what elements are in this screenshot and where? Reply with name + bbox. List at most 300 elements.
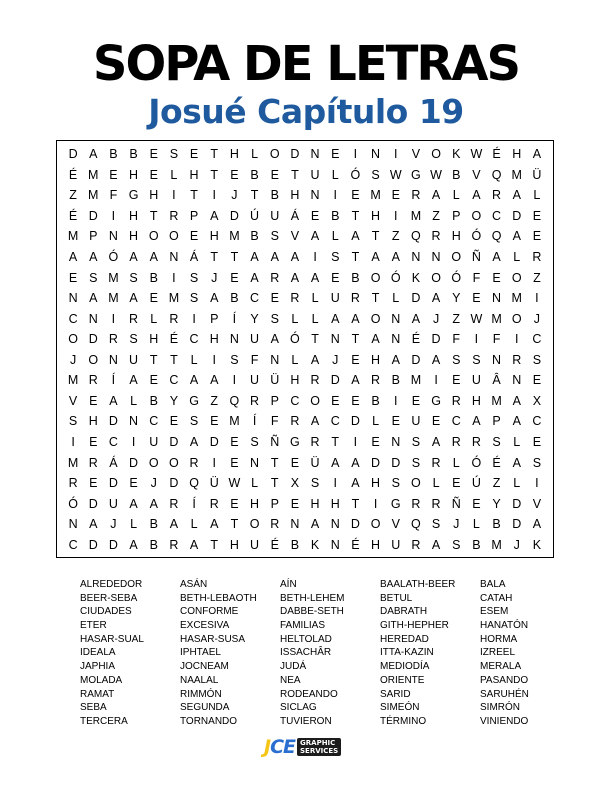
grid-cell: E: [68, 270, 78, 285]
grid-cell: M: [491, 311, 502, 326]
grid-cell: L: [331, 167, 339, 182]
grid-cell: R: [169, 311, 179, 326]
grid-cell: X: [290, 476, 300, 491]
grid-cell: L: [533, 188, 541, 203]
word-list-item: ALREDEDOR: [80, 579, 143, 590]
grid-cell: R: [471, 434, 481, 449]
grid-cell: O: [431, 147, 441, 162]
grid-cell: N: [88, 311, 98, 326]
grid-cell: Z: [432, 208, 440, 223]
grid-cell: A: [512, 188, 521, 203]
grid-cell: R: [451, 434, 461, 449]
grid-cell: J: [432, 311, 440, 326]
word-list-item: PASANDO: [480, 674, 529, 686]
grid-cell: O: [68, 332, 78, 347]
grid-cell: W: [430, 167, 442, 182]
grid-cell: W: [470, 311, 483, 326]
grid-cell: A: [512, 229, 521, 244]
word-list-item: MOLADA: [80, 674, 123, 686]
grid-cell: I: [111, 311, 116, 326]
grid-cell: R: [532, 250, 542, 265]
grid-cell: E: [210, 414, 219, 429]
grid-cell: A: [149, 496, 158, 511]
grid-cell: N: [391, 311, 401, 326]
grid-cell: T: [351, 496, 360, 511]
word-list-item: JUDÁ: [280, 661, 307, 673]
grid-cell: A: [290, 250, 300, 265]
grid-cell: F: [472, 270, 481, 285]
word-list-item: IDEALA: [80, 647, 116, 659]
grid-cell: P: [210, 311, 219, 326]
grid-cell: A: [472, 188, 481, 203]
grid-cell: D: [88, 332, 98, 347]
grid-cell: R: [310, 434, 320, 449]
grid-cell: Q: [189, 476, 199, 491]
grid-cell: S: [68, 414, 78, 429]
grid-cell: O: [370, 517, 381, 532]
grid-cell: U: [250, 373, 260, 388]
grid-cell: T: [351, 250, 360, 265]
grid-cell: H: [229, 147, 239, 162]
grid-cell: I: [394, 147, 398, 162]
word-list-item: TORNANDO: [180, 715, 238, 727]
grid-cell: Í: [111, 373, 116, 388]
grid-cell: M: [88, 167, 99, 182]
grid-cell: É: [492, 147, 501, 162]
grid-cell: O: [169, 229, 179, 244]
grid-cell: D: [88, 537, 98, 552]
grid-cell: T: [149, 352, 158, 367]
grid-cell: R: [189, 455, 199, 470]
grid-cell: A: [310, 414, 320, 429]
grid-cell: A: [391, 250, 400, 265]
grid-cell: Ü: [209, 476, 219, 491]
grid-cell: S: [452, 352, 461, 367]
grid-cell: A: [210, 291, 219, 306]
grid-cell: É: [169, 332, 179, 347]
grid-cell: B: [351, 270, 360, 285]
grid-cell: U: [108, 496, 118, 511]
grid-cell: A: [270, 250, 279, 265]
grid-cell: Q: [411, 517, 421, 532]
grid-cell: S: [371, 167, 380, 182]
grid-cell: R: [411, 188, 421, 203]
grid-cell: L: [311, 311, 319, 326]
grid-cell: T: [371, 229, 380, 244]
grid-cell: O: [511, 311, 522, 326]
word-list-item: FAMILIAS: [280, 620, 326, 632]
grid-cell: T: [210, 147, 219, 162]
grid-cell: N: [68, 291, 78, 306]
grid-cell: N: [108, 229, 118, 244]
grid-cell: É: [68, 208, 78, 223]
grid-cell: O: [249, 517, 260, 532]
grid-cell: A: [89, 250, 98, 265]
grid-cell: Á: [109, 455, 118, 470]
word-list-item: JAPHIA: [80, 661, 116, 673]
grid-cell: J: [332, 352, 339, 367]
grid-cell: J: [211, 270, 218, 285]
grid-cell: K: [411, 270, 421, 285]
grid-cell: E: [532, 373, 542, 388]
grid-cell: Ü: [310, 455, 320, 470]
grid-cell: Ú: [471, 476, 481, 491]
word-list-item: HASAR-SUSA: [180, 633, 246, 645]
grid-cell: L: [150, 311, 158, 326]
grid-cell: Z: [452, 311, 461, 326]
grid-cell: L: [331, 229, 339, 244]
grid-cell: S: [411, 455, 421, 470]
letter-grid: [56, 140, 554, 558]
grid-cell: R: [431, 229, 441, 244]
grid-cell: R: [290, 291, 300, 306]
word-list-item: SIMRÓN: [480, 702, 520, 714]
grid-cell: R: [169, 208, 179, 223]
grid-cell: D: [209, 434, 219, 449]
word-list-item: SEGUNDA: [180, 702, 230, 714]
grid-cell: Í: [232, 311, 237, 326]
grid-cell: N: [290, 517, 300, 532]
grid-cell: O: [411, 476, 421, 491]
grid-cell: B: [149, 537, 158, 552]
grid-cell: Q: [491, 229, 502, 244]
grid-cell: A: [149, 250, 158, 265]
grid-cell: R: [431, 496, 441, 511]
grid-cell: I: [333, 476, 337, 491]
grid-cell: A: [351, 455, 360, 470]
grid-cell: E: [149, 373, 158, 388]
grid-cell: R: [270, 270, 280, 285]
grid-cell: E: [532, 229, 542, 244]
grid-cell: R: [88, 455, 98, 470]
grid-cell: É: [270, 537, 279, 552]
logo-letter-c: C: [270, 736, 284, 758]
grid-cell: R: [169, 537, 179, 552]
grid-cell: A: [351, 476, 360, 491]
grid-cell: V: [290, 229, 300, 244]
grid-cell: Ó: [350, 167, 361, 182]
grid-cell: Ú: [250, 208, 260, 223]
grid-cell: B: [492, 517, 501, 532]
grid-cell: D: [371, 455, 381, 470]
grid-cell: D: [129, 455, 139, 470]
grid-cell: E: [532, 434, 542, 449]
grid-cell: C: [290, 393, 300, 408]
grid-cell: A: [250, 250, 259, 265]
word-list-item: ASÁN: [180, 579, 208, 590]
grid-cell: F: [452, 332, 461, 347]
grid-cell: C: [68, 311, 78, 326]
grid-cell: E: [89, 476, 98, 491]
grid-cell: O: [511, 270, 522, 285]
grid-cell: A: [210, 208, 219, 223]
grid-cell: O: [471, 208, 482, 223]
grid-cell: A: [331, 455, 340, 470]
grid-cell: T: [270, 455, 279, 470]
grid-cell: H: [189, 167, 199, 182]
grid-cell: Ñ: [451, 496, 461, 511]
grid-cell: C: [169, 373, 179, 388]
grid-cell: H: [290, 188, 300, 203]
grid-cell: R: [371, 373, 381, 388]
grid-cell: N: [310, 147, 320, 162]
grid-cell: Ñ: [270, 434, 280, 449]
grid-cell: A: [189, 537, 199, 552]
grid-cell: F: [492, 332, 501, 347]
grid-cell: E: [149, 147, 158, 162]
grid-cell: Ó: [390, 270, 401, 285]
grid-cell: Ó: [290, 332, 300, 347]
grid-cell: E: [351, 188, 360, 203]
word-list-item: ETER: [80, 620, 107, 632]
word-list-item: RAMAT: [80, 688, 115, 700]
grid-cell: H: [371, 476, 381, 491]
grid-cell: L: [291, 352, 299, 367]
grid-cell: E: [230, 496, 239, 511]
word-list-item: SARID: [380, 688, 411, 700]
grid-cell: E: [149, 291, 158, 306]
grid-cell: U: [270, 208, 280, 223]
grid-cell: W: [228, 476, 241, 491]
grid-cell: C: [492, 208, 502, 223]
grid-cell: F: [250, 352, 259, 367]
grid-cell: Ó: [68, 496, 78, 511]
grid-cell: H: [330, 496, 340, 511]
grid-cell: H: [88, 414, 98, 429]
word-list-item: ISSACHÂR: [280, 647, 332, 659]
grid-cell: R: [411, 496, 421, 511]
grid-cell: H: [129, 167, 139, 182]
word-list-item: DABRATH: [380, 606, 428, 618]
word-list-item: CONFORME: [180, 606, 239, 618]
word-list-item: DABBE-SETH: [280, 606, 344, 618]
grid-cell: N: [169, 250, 179, 265]
grid-cell: H: [512, 147, 522, 162]
grid-cell: M: [410, 373, 422, 388]
grid-cell: J: [110, 517, 117, 532]
grid-cell: L: [513, 434, 521, 449]
grid-cell: T: [291, 167, 299, 182]
grid-cell: A: [189, 434, 199, 449]
grid-cell: D: [512, 496, 522, 511]
grid-cell: T: [230, 250, 239, 265]
grid-cell: C: [149, 414, 159, 429]
grid-cell: P: [270, 496, 279, 511]
grid-cell: I: [434, 373, 438, 388]
grid-cell: E: [452, 373, 461, 388]
word-list-item: BEER-SEBA: [80, 592, 138, 604]
grid-cell: M: [229, 229, 240, 244]
word-list: [80, 578, 540, 729]
grid-cell: U: [250, 537, 260, 552]
grid-cell: E: [230, 270, 239, 285]
grid-cell: A: [89, 291, 98, 306]
grid-cell: S: [270, 229, 279, 244]
grid-cell: D: [108, 476, 118, 491]
grid-cell: D: [88, 496, 98, 511]
grid-cell: A: [129, 291, 138, 306]
word-list-item: GITH-HEPHER: [380, 620, 449, 632]
grid-cell: T: [230, 517, 239, 532]
grid-cell: A: [129, 496, 138, 511]
grid-cell: Ó: [451, 270, 462, 285]
grid-cell: Z: [69, 188, 77, 203]
grid-cell: Q: [491, 167, 502, 182]
grid-cell: B: [109, 147, 118, 162]
grid-cell: Z: [492, 476, 501, 491]
word-list-item: AÍN: [280, 579, 297, 590]
grid-cell: B: [290, 537, 300, 552]
grid-cell: G: [431, 393, 441, 408]
grid-cell: Ó: [471, 229, 482, 244]
grid-cell: S: [270, 311, 279, 326]
grid-cell: D: [411, 291, 421, 306]
grid-cell: C: [108, 434, 118, 449]
word-list-item: BETUL: [380, 592, 413, 604]
grid-cell: O: [451, 250, 462, 265]
word-list-item: CIUDADES: [80, 606, 132, 618]
grid-cell: E: [532, 208, 542, 223]
word-list-item: HASAR-SUAL: [80, 633, 144, 645]
grid-cell: D: [108, 537, 118, 552]
grid-cell: R: [209, 496, 219, 511]
grid-cell: H: [451, 229, 461, 244]
grid-cell: R: [411, 537, 421, 552]
grid-cell: N: [330, 537, 340, 552]
grid-cell: A: [431, 434, 441, 449]
grid-cell: A: [210, 373, 219, 388]
grid-cell: S: [492, 434, 501, 449]
word-list-item: JOCNEAM: [180, 661, 229, 673]
grid-cell: Z: [391, 229, 400, 244]
grid-cell: P: [89, 229, 98, 244]
grid-cell: N: [512, 373, 522, 388]
grid-cell: L: [452, 455, 460, 470]
grid-cell: N: [391, 434, 401, 449]
grid-cell: M: [108, 291, 119, 306]
word-list-item: EXCESIVA: [180, 620, 230, 632]
grid-cell: H: [229, 537, 239, 552]
grid-cell: N: [310, 188, 320, 203]
grid-cell: I: [131, 434, 136, 449]
grid-cell: J: [513, 537, 520, 552]
grid-cell: M: [108, 270, 119, 285]
grid-cell: S: [129, 332, 138, 347]
grid-cell: A: [210, 517, 219, 532]
grid-cell: E: [270, 167, 279, 182]
grid-cell: E: [492, 270, 501, 285]
grid-cell: G: [189, 393, 199, 408]
grid-cell: U: [149, 434, 159, 449]
grid-cell: L: [513, 476, 521, 491]
grid-cell: A: [310, 517, 320, 532]
grid-cell: É: [492, 455, 501, 470]
grid-cell: I: [212, 455, 216, 470]
grid-cell: E: [189, 229, 199, 244]
grid-cell: A: [129, 537, 138, 552]
grid-cell: M: [229, 414, 240, 429]
grid-cell: J: [533, 311, 541, 326]
grid-cell: A: [89, 147, 98, 162]
grid-cell: N: [108, 352, 118, 367]
grid-cell: E: [331, 147, 340, 162]
grid-cell: H: [471, 393, 481, 408]
grid-cell: L: [432, 476, 440, 491]
word-list-item: RIMMÓN: [180, 688, 222, 700]
grid-cell: N: [270, 352, 280, 367]
logo-text-line1: GRAPHIC: [300, 739, 336, 747]
grid-cell: R: [310, 373, 320, 388]
grid-cell: A: [512, 393, 521, 408]
grid-cell: D: [391, 455, 401, 470]
grid-cell: S: [189, 270, 199, 285]
grid-cell: M: [410, 208, 422, 223]
logo-letter-j: J: [264, 736, 271, 758]
grid-cell: É: [68, 167, 78, 182]
grid-cell: E: [331, 270, 340, 285]
grid-cell: Á: [290, 208, 300, 223]
grid-cell: Ñ: [471, 250, 481, 265]
grid-cell: A: [129, 373, 138, 388]
grid-cell: R: [88, 373, 98, 388]
grid-cell: R: [451, 393, 461, 408]
grid-cell: D: [229, 208, 239, 223]
grid-cell: J: [150, 476, 157, 491]
grid-cell: I: [71, 434, 75, 449]
grid-cell: C: [532, 414, 542, 429]
grid-cell: A: [351, 373, 360, 388]
grid-cell: I: [313, 250, 317, 265]
grid-cell: C: [451, 414, 461, 429]
grid-cell: S: [532, 455, 542, 470]
grid-cell: K: [452, 147, 461, 162]
grid-cell: B: [472, 537, 481, 552]
grid-cell: R: [68, 476, 78, 491]
grid-cell: A: [310, 352, 320, 367]
word-list-item: NEA: [280, 674, 301, 686]
grid-cell: K: [532, 537, 542, 552]
grid-cell: E: [129, 476, 138, 491]
grid-cell: B: [452, 167, 461, 182]
grid-cell: I: [212, 352, 216, 367]
grid-cell: R: [108, 332, 118, 347]
grid-cell: M: [491, 537, 502, 552]
grid-cell: B: [149, 393, 158, 408]
grid-cell: N: [68, 517, 78, 532]
word-list-item: IPHTAEL: [180, 647, 221, 659]
grid-cell: Ü: [270, 373, 280, 388]
grid-cell: N: [330, 332, 340, 347]
grid-cell: A: [431, 188, 441, 203]
grid-cell: I: [172, 270, 176, 285]
grid-cell: D: [411, 352, 421, 367]
grid-cell: E: [290, 496, 300, 511]
grid-cell: A: [431, 291, 441, 306]
grid-cell: D: [350, 517, 360, 532]
grid-cell: A: [431, 537, 441, 552]
grid-cell: B: [230, 291, 239, 306]
grid-cell: U: [129, 352, 139, 367]
grid-cell: E: [351, 352, 360, 367]
grid-cell: E: [109, 167, 118, 182]
grid-cell: A: [169, 517, 179, 532]
word-list-item: BALA: [480, 579, 506, 590]
grid-cell: L: [291, 311, 299, 326]
grid-cell: D: [512, 517, 522, 532]
grid-cell: T: [331, 434, 340, 449]
grid-cell: Z: [210, 393, 219, 408]
grid-cell: T: [170, 352, 178, 367]
